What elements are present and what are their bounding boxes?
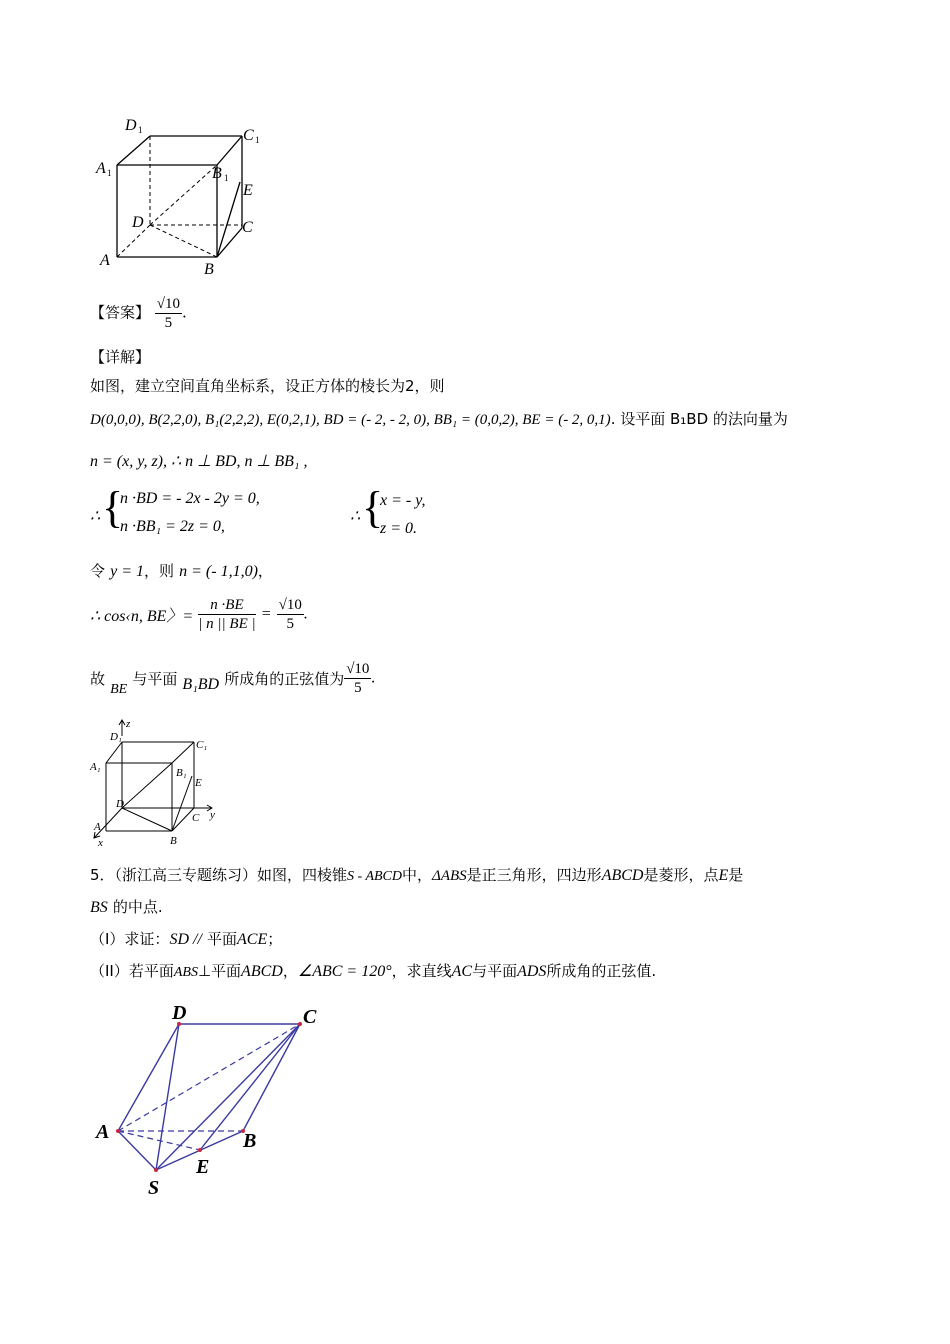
p5-a: 5．（浙江高三专题练习）如图，四棱锥	[90, 866, 348, 884]
detail-heading: 【详解】	[90, 348, 151, 366]
label2-c: C	[192, 812, 200, 824]
p5-part2-m3: ∠ABC = 120°	[297, 963, 392, 980]
answer-frac-num: √10	[156, 296, 181, 312]
label-b1: B	[212, 165, 222, 182]
problem5-part1	[90, 928, 282, 949]
cos-eq: =	[260, 605, 272, 623]
concl-fraction	[344, 660, 371, 697]
normal-vector-intro: . 设平面 B₁BD 的法向量为	[610, 410, 788, 428]
label3-d: D	[172, 1002, 187, 1024]
label-a1: A	[96, 160, 106, 177]
p5-part2-a: （II）若平面	[90, 962, 174, 980]
label3-a: A	[96, 1121, 110, 1143]
detail-line2	[90, 409, 788, 430]
label-c1: C	[243, 127, 254, 144]
p5-part2-d: ，求直线	[391, 962, 452, 980]
answer-fraction	[155, 295, 182, 332]
label2-b1: B₁	[176, 767, 187, 779]
concl-num: √10	[346, 661, 370, 677]
concl-end: .	[371, 669, 376, 687]
answer-suffix: .	[182, 303, 187, 322]
problem5-part2	[90, 960, 656, 981]
p5-part1-a: （I）求证：	[90, 930, 170, 948]
p5-part1-m2: ACE	[237, 931, 268, 948]
label-e: E	[243, 182, 253, 199]
concl-2: 与平面	[132, 670, 178, 688]
cos-rden: 5	[286, 616, 294, 632]
p5-part2-m1: ABS	[173, 965, 198, 980]
concl-be: BE	[110, 682, 128, 697]
let-n: n = (- 1,1,0)	[179, 563, 258, 580]
label2-b: B	[170, 835, 177, 847]
cos-num: n ·BE	[198, 596, 255, 615]
let-line	[90, 560, 273, 581]
therefore-2: ∴	[350, 508, 361, 525]
detail-line1: 如图，建立空间直角坐标系，设正方体的棱长为2，则	[90, 377, 445, 395]
p5-c: 是正三角形，四边形	[466, 866, 602, 884]
p5-part2-c: ，	[282, 962, 298, 980]
p5-e: 是	[728, 866, 744, 884]
p5-bs: BS	[90, 899, 108, 916]
problem5-line2	[90, 896, 163, 917]
answer-line	[90, 295, 187, 332]
axis-y-label: y	[210, 809, 215, 821]
equation-system	[90, 484, 470, 546]
p5-m4: E	[718, 867, 729, 884]
p5-part2-m5: ADS	[517, 963, 547, 980]
p5-b: 中，	[402, 866, 433, 884]
let-y: y = 1	[110, 563, 145, 580]
cos-den: | n || BE |	[198, 616, 256, 632]
coordinates: D(0,0,0), B(2,2,0), B₁(2,2,2), E(0,2,1), BD = (- 2, - 2, 0), BB₁ = (0,0,2), BE = (- 2, 0,1)	[90, 412, 611, 428]
label-d: D	[132, 214, 144, 231]
let-mid: ，则	[144, 562, 175, 580]
p5-m1: S - ABCD	[347, 869, 403, 884]
p5-midpoint: 的中点.	[112, 898, 163, 916]
p5-part1-m1: SD //	[169, 931, 202, 948]
p5-part1-c: ；	[267, 930, 283, 948]
cos-lhs: ∴ cos‹n, BE〉=	[90, 608, 194, 625]
concl-1: 故	[90, 670, 106, 688]
label2-c1: C₁	[196, 739, 208, 751]
label2-a1: A₁	[90, 761, 101, 773]
detail-line3: n = (x, y, z), ∴ n ⊥ BD, n ⊥ BB₁ ,	[90, 453, 308, 470]
label3-c: C	[303, 1006, 317, 1028]
sub-c1: 1	[255, 135, 260, 145]
p5-part2-m2: ABCD	[241, 963, 283, 980]
answer-prefix: 【答案】	[90, 303, 151, 322]
brace-2: {	[362, 483, 384, 532]
sys2-row2: z = 0.	[380, 520, 418, 537]
let-end: ，	[257, 562, 273, 580]
cube-figure	[90, 110, 280, 280]
p5-m3: ABCD	[601, 867, 644, 884]
sub-a1: 1	[107, 168, 112, 178]
brace-1: {	[102, 483, 124, 532]
label-a: A	[100, 252, 110, 269]
p5-part2-e: 与平面	[472, 962, 518, 980]
axis-z-label: z	[126, 718, 131, 730]
answer-frac-den: 5	[164, 315, 173, 331]
label-b: B	[204, 261, 214, 278]
concl-plane: B₁BD	[182, 676, 220, 693]
let-prefix: 令	[90, 562, 106, 580]
concl-den: 5	[354, 680, 362, 696]
therefore-1: ∴	[90, 508, 101, 525]
label3-e: E	[196, 1156, 210, 1178]
p5-d: 是菱形，点	[643, 866, 719, 884]
label2-a: A	[94, 821, 101, 833]
cosine-line	[90, 596, 308, 633]
sys1-row1: n ·BD = - 2x - 2y = 0,	[120, 490, 260, 507]
p5-part2-f: 所成角的正弦值.	[546, 962, 657, 980]
cos-rnum: √10	[278, 597, 302, 613]
axis-x-label: x	[98, 837, 103, 849]
label2-e: E	[195, 777, 202, 789]
cube-axes-figure	[88, 718, 228, 853]
p5-m2: ΔABS	[432, 868, 467, 884]
p5-part2-m4: AC	[451, 963, 473, 980]
label-d1: D	[125, 117, 137, 134]
label2-d1: D₁	[110, 731, 122, 743]
problem5-line1	[90, 864, 743, 885]
cos-fraction	[198, 596, 255, 633]
sys2-row1: x = - y,	[380, 492, 426, 509]
label-c: C	[242, 219, 253, 236]
cos-end: .	[303, 605, 308, 623]
label3-s: S	[148, 1177, 160, 1199]
conclusion-line	[90, 660, 375, 698]
sub-b1: 1	[224, 173, 229, 183]
label2-d: D	[116, 798, 124, 810]
cos-result	[277, 596, 304, 633]
p5-part2-b: ⊥平面	[197, 962, 242, 980]
sys1-row2: n ·BB₁ = 2z = 0,	[120, 518, 225, 535]
concl-3: 所成角的正弦值为	[224, 670, 345, 688]
label3-b: B	[243, 1130, 257, 1152]
sub-d1: 1	[138, 125, 143, 135]
p5-part1-b: 平面	[206, 930, 237, 948]
pyramid-figure	[90, 995, 340, 1205]
